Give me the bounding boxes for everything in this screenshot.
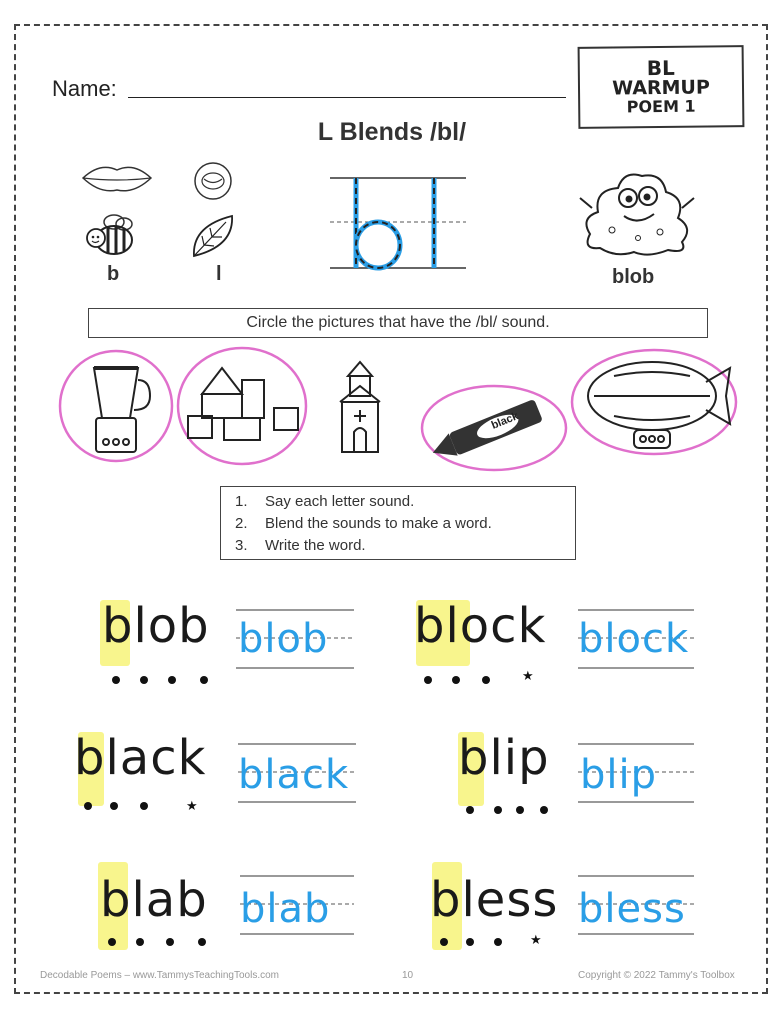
blender-icon (94, 368, 150, 452)
sound-dot (168, 676, 176, 684)
step-item: 1. Say each letter sound. (235, 493, 415, 510)
instruction-box: Circle the pictures that have the /bl/ sound. (88, 308, 708, 338)
sound-dot (108, 938, 116, 946)
sound-dot (466, 938, 474, 946)
footer-right: Copyright © 2022 Tammy's Toolbox (578, 970, 735, 981)
sound-dot (494, 806, 502, 814)
star-mark: ★ (530, 932, 542, 947)
sound-dot (440, 938, 448, 946)
bee-icon (84, 210, 136, 258)
sound-dot (452, 676, 460, 684)
written-bless: bless (578, 886, 686, 932)
written-blip: blip (580, 752, 658, 798)
step-item: 2. Blend the sounds to make a word. (235, 515, 492, 532)
written-blob: blob (238, 616, 329, 662)
leaf-icon (188, 212, 238, 262)
sound-dot (494, 938, 502, 946)
sound-dot (516, 806, 524, 814)
blocks-icon (188, 368, 298, 440)
example-word-label: blob (612, 266, 655, 288)
step-item: 3. Write the word. (235, 537, 366, 554)
open-mouth-icon (192, 160, 234, 202)
sound-dot (466, 806, 474, 814)
sound-dot (110, 802, 118, 810)
sound-dot (84, 802, 92, 810)
sound-dot (540, 806, 548, 814)
sound-dot (482, 676, 490, 684)
footer-left: Decodable Poems – www.TammysTeachingTools.com (40, 970, 279, 981)
word-black: black (74, 730, 207, 786)
page-title: L Blends /bl/ (317, 118, 467, 146)
badge-line-3: POEM 1 (626, 96, 696, 117)
written-blab: blab (240, 886, 331, 932)
title-badge (578, 45, 745, 129)
sound-dot (200, 676, 208, 684)
crayon-label: black (489, 410, 521, 432)
badge-line-1: BL (646, 55, 675, 81)
lips-icon (80, 160, 154, 196)
blimp-icon (588, 362, 730, 448)
sound-dot (424, 676, 432, 684)
sound-dot (136, 938, 144, 946)
bl-tracing-icon (330, 172, 466, 274)
pictures-row (54, 346, 744, 476)
badge-line-2: WARMUP (612, 76, 710, 100)
name-label: Name: (52, 76, 117, 101)
written-black: black (238, 752, 350, 798)
letter-l-label: l (216, 263, 222, 285)
page-number: 10 (402, 970, 414, 981)
sound-dot (140, 802, 148, 810)
word-blip: blip (458, 730, 550, 786)
word-block: block (414, 598, 547, 654)
letter-b-label: b (107, 263, 120, 285)
name-line (128, 97, 566, 98)
sound-dot (112, 676, 120, 684)
sound-dot (166, 938, 174, 946)
steps-box (220, 486, 576, 560)
word-bless: bless (430, 872, 559, 928)
sound-dot (140, 676, 148, 684)
star-mark: ★ (186, 798, 198, 813)
blob-monster-icon (578, 168, 698, 258)
written-block: block (578, 616, 690, 662)
word-blob: blob (102, 598, 210, 654)
word-blab: blab (100, 872, 208, 928)
sound-dot (198, 938, 206, 946)
church-icon (340, 362, 380, 452)
star-mark: ★ (522, 668, 534, 683)
